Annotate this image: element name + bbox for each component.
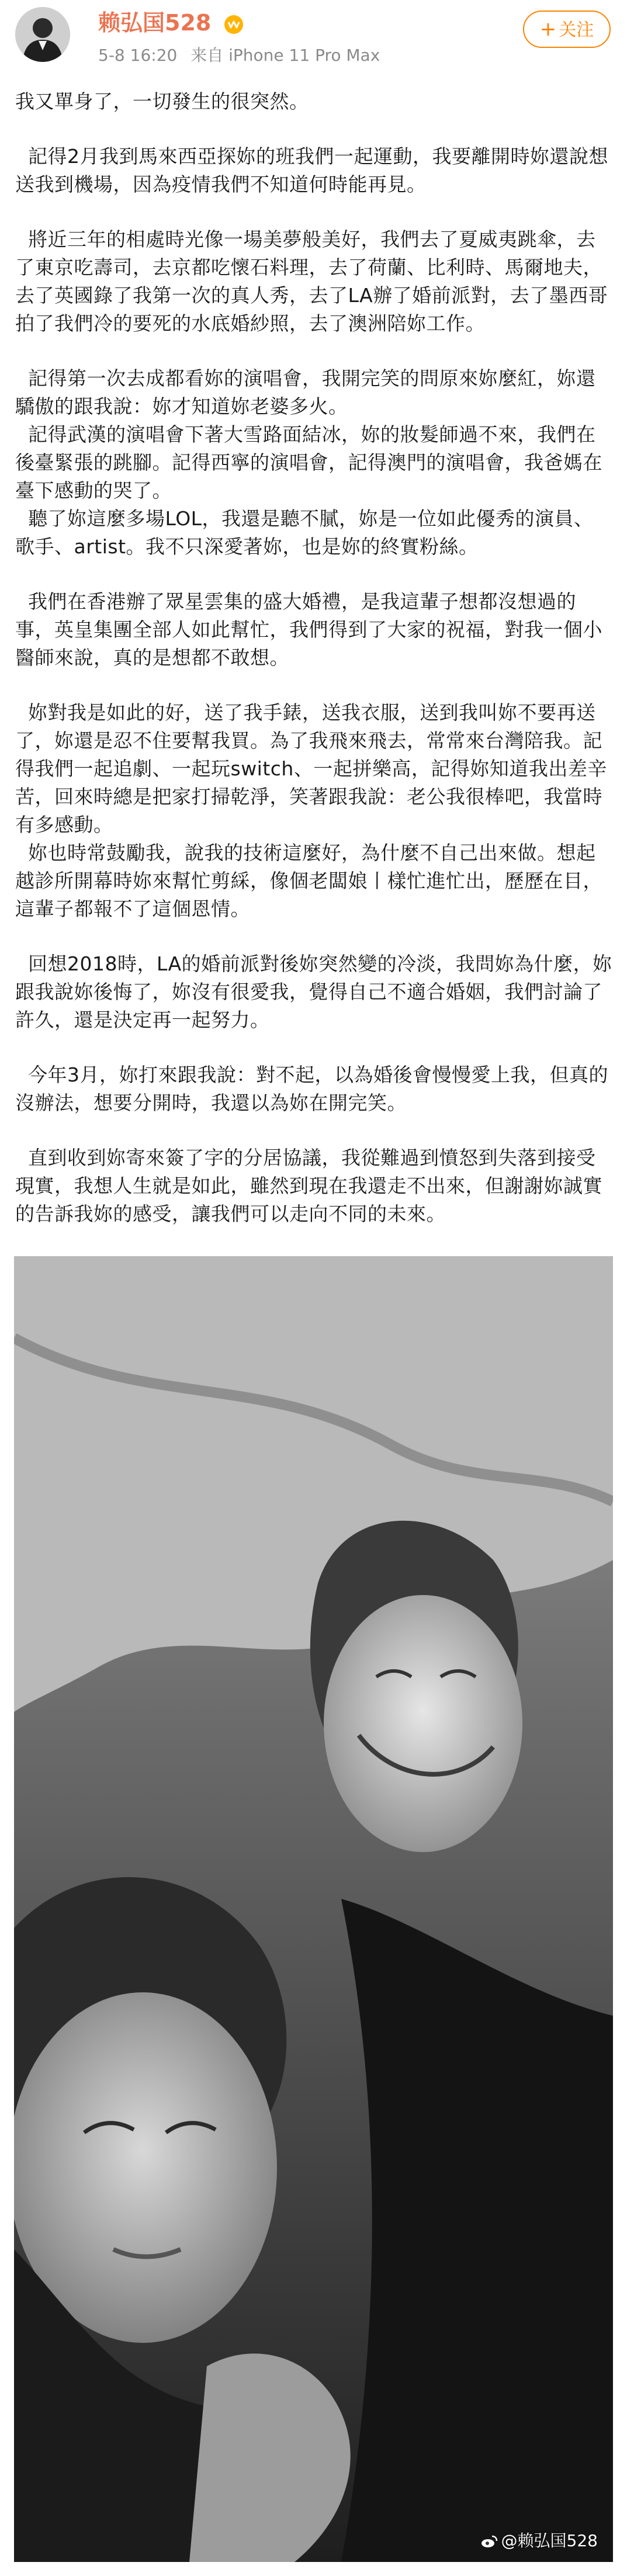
weibo-logo-icon: [480, 2535, 498, 2549]
author-name-text: 赖弘国528: [98, 10, 212, 36]
paragraph: 回想2018時，LA的婚前派對後妳突然變的冷淡，我問妳為什麼，妳跟我說妳後悔了，妳沒有很愛我，覺得自己不適合婚姻，我們討論了許久，還是決定再一起努力。: [15, 952, 612, 1031]
paragraph: 直到收到妳寄來簽了字的分居協議，我從難過到憤怒到失落到接受現實，我想人生就是如此，雖然到現在我還走不出來，但謝謝妳誠實的告訴我妳的感受，讓我們可以走向不同的未來。: [15, 1146, 602, 1225]
author-name[interactable]: [98, 9, 244, 36]
avatar[interactable]: [15, 7, 70, 62]
post-photo[interactable]: [14, 1256, 613, 2562]
watermark: [480, 2528, 598, 2551]
paragraph: 記得第一次去成都看妳的演唱會，我開完笑的問原來妳麼紅，妳還驕傲的跟我說：妳才知道妳老婆多火。 記得武漢的演唱會下著大雪路面結冰，妳的妝髮師過不來，我們在後臺緊張的跳腳。記得西寧的演唱會，記得澳門的演唱會，我爸媽在臺下感動的哭了。 聽了妳這麼多場LOL，我還是聽不膩，妳是一位如此優秀的演員、歌手、artist。我不只深愛著妳，也是妳的終實粉絲。: [15, 367, 602, 558]
paragraph: 今年3月，妳打來跟我說：對不起，以為婚後會慢慢愛上我，但真的沒辦法，想要分開時，我還以為妳在開完笑。: [15, 1063, 608, 1114]
paragraph: 將近三年的相處時光像一場美夢般美好，我們去了夏威夷跳傘，去了東京吃壽司，去京都吃懷石料理，去了荷蘭、比利時、馬爾地夫，去了英國錄了我第一次的真人秀，去了LA辦了婚前派對，去了墨西哥拍了我們冷的要死的水底婚紗照，去了澳洲陪妳工作。: [15, 228, 608, 335]
post-source: 来自 iPhone 11 Pro Max: [190, 46, 380, 65]
paragraph: 記得2月我到馬來西亞探妳的班我們一起運動，我要離開時妳還說想送我到機場，因為疫情我們不知道何時能再見。: [15, 145, 608, 196]
follow-label: 关注: [559, 20, 594, 40]
follow-button[interactable]: [523, 11, 611, 48]
paragraph: 妳對我是如此的好，送了我手錶，送我衣服，送到我叫妳不要再送了，妳還是忍不住要幫我買。為了我飛來飛去，常常來台灣陪我。記得我們一起追劇、一起玩switch、一起拼樂高，記得妳知道我出差辛苦，回來時總是把家打掃乾淨，笑著跟我說：老公我很棒吧，我當時有多感動。 妳也時常鼓勵我，說我的技術這麼好，為什麼不自己出來做。想起越診所開幕時妳來幫忙剪綵，像個老闆娘丨樣忙進忙出，歷歷在目，這輩子都報不了這個恩情。: [15, 701, 607, 920]
post-header: [0, 0, 627, 82]
post-meta: [98, 46, 388, 65]
photo-illustration: [14, 1256, 613, 2562]
vip-badge-icon: [224, 15, 244, 34]
watermark-text: @赖弘国528: [501, 2531, 598, 2550]
plus-icon: +: [539, 18, 557, 41]
paragraph: 我們在香港辦了眾星雲集的盛大婚禮，是我這輩子想都沒想過的事，英皇集團全部人如此幫忙，我們得到了大家的祝福，對我一個小醫師來說，真的是想都不敢想。: [15, 590, 602, 669]
paragraph: 我又單身了，一切發生的很突然。: [15, 90, 309, 113]
post-date: 5-8 16:20: [98, 46, 178, 65]
